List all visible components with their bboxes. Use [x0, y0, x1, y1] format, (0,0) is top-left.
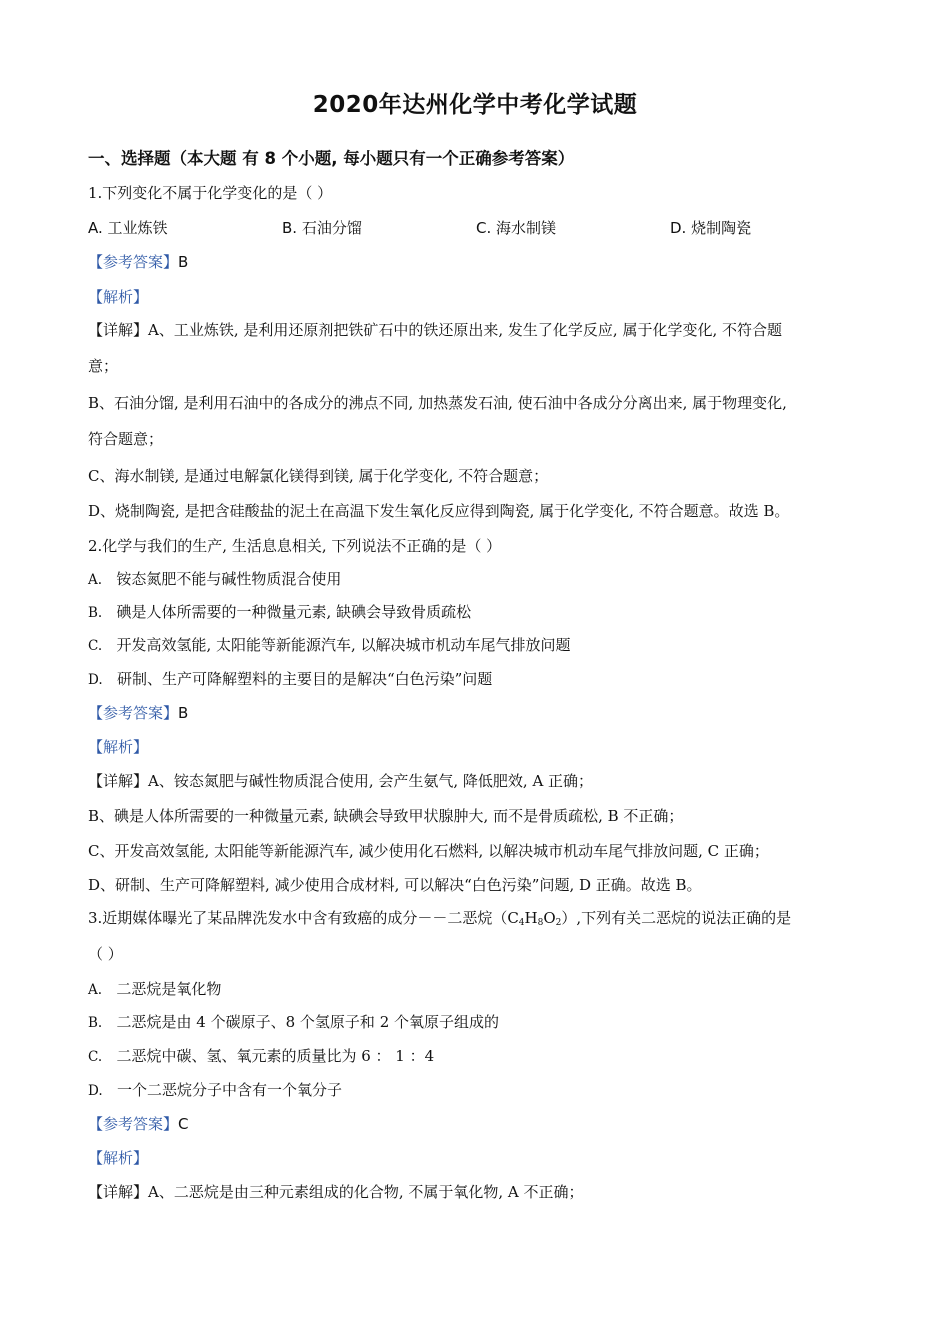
q1-detail-line: 意；	[88, 357, 119, 375]
q1-analysis-label: 【解析】	[88, 288, 149, 306]
q2-option-a: A. 铵态氮肥不能与碱性物质混合使用	[88, 570, 342, 588]
section-heading: 一、选择题（本大题 有 8 个小题, 每小题只有一个正确参考答案）	[88, 149, 575, 168]
q2-detail-line: D、研制、生产可降解塑料, 减少使用合成材料, 可以解决“白色污染”问题, D 正确。故选 B。	[88, 876, 702, 894]
answer-label: 【参考答案】	[88, 1115, 179, 1133]
q3-analysis-label: 【解析】	[88, 1149, 149, 1167]
q3-detail-line: 【详解】A、二恶烷是由三种元素组成的化合物, 不属于氧化物, A 不正确；	[88, 1183, 584, 1201]
q1-answer-value: B	[178, 253, 189, 271]
q3-option-a: A. 二恶烷是氧化物	[88, 980, 222, 998]
q1-detail-line: 符合题意；	[88, 430, 164, 448]
q1-detail-line: B、石油分馏, 是利用石油中的各成分的沸点不同, 加热蒸发石油, 使石油中各成分分离出来, 属于物理变化,	[88, 394, 787, 412]
q1-option-b: B. 石油分馏	[282, 219, 362, 237]
q2-option-b: B. 碘是人体所需要的一种微量元素, 缺碘会导致骨质疏松	[88, 603, 472, 621]
q2-stem: 2.化学与我们的生产, 生活息息相关, 下列说法不正确的是（ ）	[88, 537, 502, 555]
q2-option-c: C. 开发高效氢能, 太阳能等新能源汽车, 以解决城市机动车尾气排放问题	[88, 636, 571, 654]
q2-detail-line: C、开发高效氢能, 太阳能等新能源汽车, 减少使用化石燃料, 以解决城市机动车尾气排放问题, C 正确；	[88, 842, 769, 860]
q3-option-d: D. 一个二恶烷分子中含有一个氧分子	[88, 1081, 342, 1099]
answer-label: 【参考答案】	[88, 704, 179, 722]
q1-option-a: A. 工业炼铁	[88, 219, 168, 237]
q3-answer-value: C	[178, 1115, 189, 1133]
q3-option-b: B. 二恶烷是由 4 个碳原子、8 个氢原子和 2 个氧原子组成的	[88, 1013, 500, 1031]
document-title: 2020年达州化学中考化学试题	[312, 92, 638, 118]
answer-label: 【参考答案】	[88, 253, 179, 271]
q1-stem: 1.下列变化不属于化学变化的是（ ）	[88, 184, 333, 202]
q2-answer-value: B	[178, 704, 189, 722]
q2-detail-line: B、碘是人体所需要的一种微量元素, 缺碘会导致甲状腺肿大, 而不是骨质疏松, B 不正确；	[88, 807, 684, 825]
q2-detail-line: 【详解】A、铵态氮肥与碱性物质混合使用, 会产生氨气, 降低肥效, A 正确；	[88, 772, 594, 790]
q1-detail-line: 【详解】A、工业炼铁, 是利用还原剂把铁矿石中的铁还原出来, 发生了化学反应, 属于化学变化, 不符合题	[88, 321, 782, 339]
q3-stem: 3.近期媒体曝光了某品牌洗发水中含有致癌的成分－－二恶烷$(C_4H_8O_2)$,下列有关二恶烷的说法正确的是	[88, 909, 792, 928]
q1-detail-line: C、海水制镁, 是通过电解氯化镁得到镁, 属于化学变化, 不符合题意；	[88, 467, 549, 485]
q2-option-d: D. 研制、生产可降解塑料的主要目的是解决“白色污染”问题	[88, 670, 493, 688]
q2-analysis-label: 【解析】	[88, 738, 149, 756]
q1-detail-line: D、烧制陶瓷, 是把含硅酸盐的泥土在高温下发生氧化反应得到陶瓷, 属于化学变化, 不符合题意。故选 B。	[88, 502, 790, 520]
q3-answer	[88, 1113, 868, 1135]
q2-answer	[88, 702, 868, 724]
q3-stem-line2: （ ）	[88, 945, 123, 963]
q1-answer	[88, 251, 868, 273]
q3-option-c: C. 二恶烷中碳、氢、氧元素的质量比为 6 ： 1 ：4	[88, 1047, 435, 1065]
q1-option-c: C. 海水制镁	[476, 219, 557, 237]
q1-option-d: D. 烧制陶瓷	[670, 219, 752, 237]
